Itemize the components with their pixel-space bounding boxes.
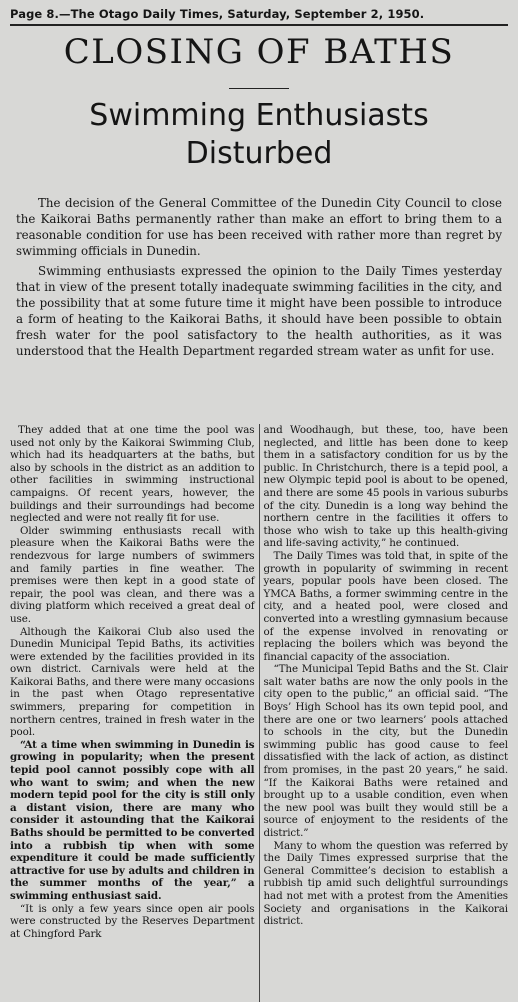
lead-paragraph: Swimming enthusiasts expressed the opinion to the Daily Times yesterday that in view of the present totally inadequate swimming facilities in the city, and the possibility that at some future time it might have been possible to introduce a form of heating to the Kaikorai Baths, it should have been possible to obtain fresh water for the pool satisfactory to the health authorities, as it was understood that the Health Department regarded stream water as unfit for use. — [16, 264, 502, 358]
body-paragraph: They added that at one time the pool was used not only by the Kaikorai Swimming Club, which had its headquarters at the baths, but also by schools in the district as an addition to other facilities in swimming instructional campaigns. Of recent years, however, the buildings and their surroundings had become neglected and were not really fit for use. — [10, 424, 255, 525]
article-columns — [10, 424, 508, 1002]
headline-divider — [229, 88, 289, 89]
subheadline — [10, 97, 508, 173]
lead-paragraph: The decision of the General Committee of the Dunedin City Council to close the Kaikorai Baths permanently rather than make an effort to bring them to a reasonable condition for use has been received with rather more than regret by swimming officials in Dunedin. — [16, 196, 502, 258]
right-column — [260, 424, 509, 1002]
subhead-line-2: Disturbed — [185, 136, 333, 171]
headline: CLOSING OF BATHS — [63, 32, 455, 72]
body-paragraph: Many to whom the question was referred by the Daily Times expressed surprise that the General Committee’s decision to establish a rubbish tip amid such delightful surroundings had not met with a protest from the Amenities Society and organisations in the Kaikorai district. — [263, 839, 508, 928]
body-paragraph: and Woodhaugh, but these, too, have been neglected, and little has been done to keep them in a satisfactory condition for us by the public. In Christchurch, there is a tepid pool, a new Olympic tepid pool is about to be opened, and there are some 45 pools in various suburbs of the city. Dunedin is a long way behind the northern centre in the facilities it offers to those who wish to take up this health-giving and life-saving activity,” he continued. — [263, 424, 508, 550]
body-paragraph: Although the Kaikorai Club also used the Dunedin Municipal Tepid Baths, its activities were extended by the facilities provided in its own district. Carnivals were held at the Kaikorai Baths, and there were many occasions in the past when Otago representative swimmers, preparing for competition in northern centres, trained in fresh water in the pool. — [10, 625, 255, 739]
body-paragraph: The Daily Times was told that, in spite of the growth in popularity of swimming in recent years, popular pools have been closed. The YMCA Baths, a former swimming centre in the city, and a heated pool, were closed and converted into a wrestling gymnasium because of the expense involved in renovating or replacing the boilers which was beyond the financial capacity of the association. — [263, 549, 508, 663]
left-column — [10, 424, 260, 1002]
running-head: Page 8.—The Otago Daily Times, Saturday, September 2, 1950. — [10, 7, 425, 21]
subhead-line-1: Swimming Enthusiasts — [89, 98, 429, 133]
body-paragraph: Older swimming enthusiasts recall with pleasure when the Kaikorai Baths were the rendezvous for large numbers of swimmers and family parties in fine weather. The premises were then kept in a good state of repair, the pool was clean, and there was a diving platform which received a great deal of use. — [10, 524, 255, 625]
header-rule — [10, 24, 508, 26]
body-paragraph: “It is only a few years since open air pools were constructed by the Reserves Department at Chingford Park — [10, 902, 255, 940]
quote-paragraph: “At a time when swimming in Dunedin is growing in popularity; when the present tepid pool cannot possibly cope with all who want to swim; and when the new modern tepid pool for the city is still only a distant vision, there are many who consider it astounding that the Kaikorai Baths should be permitted to be converted into a rubbish tip when with some expenditure it could be made sufficiently attractive for use by adults and children in the summer months of the year,” a swimming enthusiast said. — [10, 738, 255, 902]
body-paragraph: “The Municipal Tepid Baths and the St. Clair salt water baths are now the only pools in the city open to the public,” an official said. “The Boys’ High School has its own tepid pool, and there are one or two learners’ pools attached to schools in the city, but the Dunedin swimming public has good cause to feel dissatisfied with the lack of action, as distinct from promises, in the past 20 years,” he said. “If the Kaikorai Baths were retained and brought up to a usable condition, even when the new pool was built they would still be a source of enjoyment to the residents of the district.” — [263, 663, 508, 839]
